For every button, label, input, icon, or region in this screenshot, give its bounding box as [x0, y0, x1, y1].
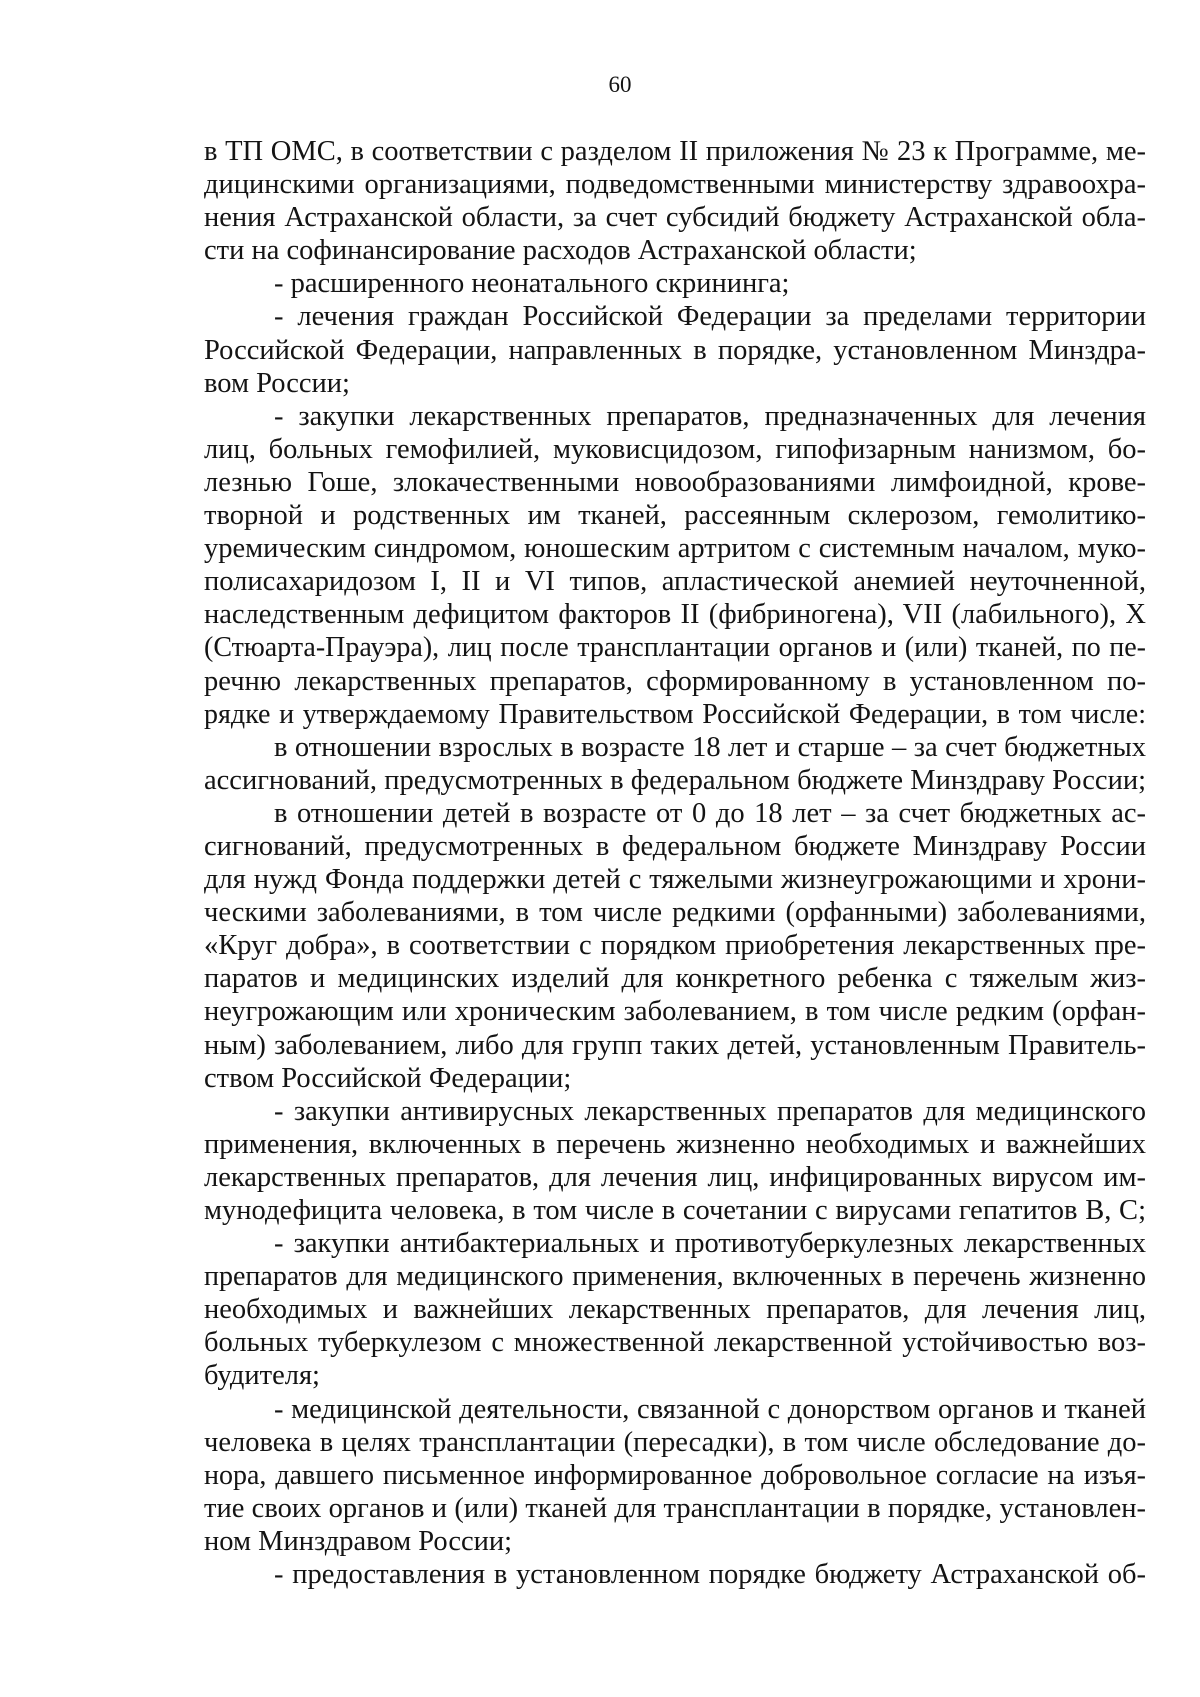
text-line: наследственным дефицитом факторов II (фибриногена), VII (лабильного), X [204, 599, 1146, 631]
text-line: мунодефицита человека, в том числе в сочетании с вирусами гепатитов B, C; [204, 1195, 1146, 1226]
text-line: лиц, больных гемофилией, муковисцидозом, гипофизарным нанизмом, бо- [204, 433, 1146, 465]
text-line: - лечения граждан Российской Федерации за пределами территории [274, 301, 1146, 333]
text-line: ассигнований, предусмотренных в федеральном бюджете Минздраву России; [204, 764, 1146, 796]
text-line: вом России; [204, 367, 350, 399]
text-line: необходимых и важнейших лекарственных препаратов, для лечения лиц, [204, 1294, 1146, 1326]
text-line: - закупки антибактериальных и противотуберкулезных лекарственных [274, 1228, 1146, 1260]
text-line: препаратов для медицинского применения, включенных в перечень жизненно [204, 1261, 1146, 1293]
text-line: сти на софинансирование расходов Астраханской области; [204, 235, 917, 267]
text-line: ством Российской Федерации; [204, 1062, 572, 1094]
text-line: (Стюарта-Прауэра), лиц после трансплантации органов и (или) тканей, по пе- [204, 632, 1146, 664]
text-line: Российской Федерации, направленных в порядке, установленном Минздра- [204, 334, 1146, 366]
page-number: 60 [608, 72, 632, 97]
text-line: нения Астраханской области, за счет субсидий бюджету Астраханской обла- [204, 202, 1146, 234]
text-line: ным) заболеванием, либо для групп таких детей, установленным Правитель- [204, 1029, 1146, 1061]
text-line: дицинскими организациями, подведомственными министерству здравоохра- [204, 169, 1146, 201]
text-line: - медицинской деятельности, связанной с донорством органов и тканей [274, 1393, 1146, 1425]
text-line: «Круг добра», в соответствии с порядком приобретения лекарственных пре- [204, 930, 1146, 962]
text-line: сигнований, предусмотренных в федеральном бюджете Минздраву России [204, 830, 1146, 862]
text-line: будителя; [204, 1360, 320, 1392]
text-line: полисахаридозом I, II и VI типов, апластической анемией неуточненной, [204, 566, 1146, 598]
text-line: применения, включенных в перечень жизненно необходимых и важнейших [204, 1128, 1146, 1160]
text-line: больных туберкулезом с множественной лекарственной устойчивостью воз- [204, 1327, 1146, 1359]
text-line: лезнью Гоше, злокачественными новообразованиями лимфоидной, крове- [204, 466, 1146, 498]
text-line: тие своих органов и (или) тканей для трансплантации в порядке, установлен- [204, 1492, 1146, 1524]
text-line: уремическим синдромом, юношеским артритом с системным началом, муко- [204, 533, 1146, 565]
text-line: в отношении детей в возрасте от 0 до 18 лет – за счет бюджетных ас- [274, 797, 1146, 829]
text-line: неугрожающим или хроническим заболеванием, в том числе редким (орфан- [204, 996, 1146, 1028]
text-line: - расширенного неонатального скрининга; [274, 268, 790, 300]
text-line: творной и родственных им тканей, рассеянным склерозом, гемолитико- [204, 500, 1146, 532]
text-line: рядке и утверждаемому Правительством Российской Федерации, в том числе: [204, 698, 1146, 730]
text-line: в отношении взрослых в возрасте 18 лет и старше – за счет бюджетных [274, 731, 1146, 763]
text-line: для нужд Фонда поддержки детей с тяжелыми жизнеугрожающими и хрони- [204, 864, 1146, 896]
text-line: лекарственных препаратов, для лечения лиц, инфицированных вирусом им- [204, 1161, 1146, 1193]
text-line: - закупки антивирусных лекарственных препаратов для медицинского [274, 1095, 1146, 1127]
text-line: в ТП ОМС, в соответствии с разделом II приложения № 23 к Программе, ме- [204, 136, 1146, 167]
text-line: ном Минздравом России; [204, 1525, 513, 1557]
text-line: человека в целях трансплантации (пересадки), в том числе обследование до- [204, 1426, 1146, 1458]
text-line: паратов и медицинских изделий для конкретного ребенка с тяжелым жиз- [204, 963, 1146, 995]
text-line: - предоставления в установленном порядке бюджету Астраханской об- [274, 1559, 1146, 1591]
text-line: ческими заболеваниями, в том числе редкими (орфанными) заболеваниями, [204, 897, 1146, 929]
text-line: - закупки лекарственных препаратов, предназначенных для лечения [274, 400, 1146, 432]
text-line: нора, давшего письменное информированное добровольное согласие на изъя- [204, 1459, 1146, 1491]
document-body [204, 135, 1146, 1591]
text-line: речню лекарственных препаратов, сформированному в установленном по- [204, 665, 1146, 697]
